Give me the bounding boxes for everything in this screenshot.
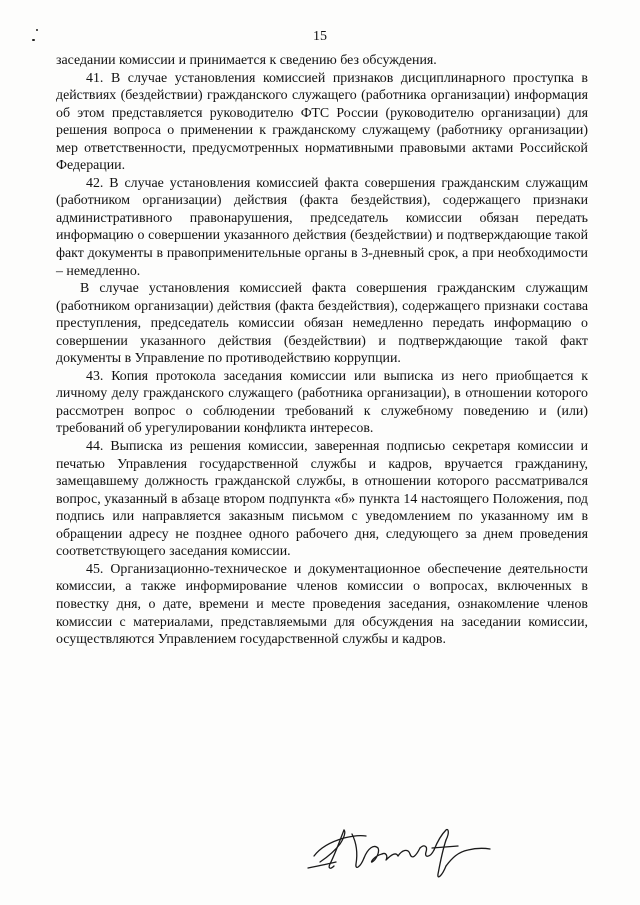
- paragraph-42-part-2: В случае установления комиссией факта совершения гражданским служащим (работником организации) действия (факта бездействия), содержащего признаки состава преступления, председатель комиссии обязан немедленно передать информацию о совершении указанного действия (бездействии) и подтверждающие такой факт документы в Управление по противодействию коррупции.: [56, 281, 588, 367]
- document-body: [56, 52, 588, 649]
- page-number: 15: [313, 29, 327, 44]
- paragraph-44: 44. Выписка из решения комиссии, заверенная подписью секретаря комиссии и печатью Управления государственной службы и кадров, вручается гражданину, замещавшему должность гражданской службы, в отношении которого рассматривался вопрос, указанный в абзаце втором подпункта «б» пункта 14 настоящего Положения, под подпись или направляется заказным письмом с уведомлением по указанному им в обращении адресу не позднее одного рабочего дня, следующего за днем проведения соответствующего заседания комиссии.: [56, 439, 588, 560]
- handwritten-signature: [300, 818, 500, 888]
- paragraph-42: 42. В случае установления комиссией факта совершения гражданским служащим (работником организации) действия (факта бездействия), содержащего признаки административного правонарушения, председатель комиссии обязан передать информацию о совершении указанного действия (бездействии) и подтверждающие такой факт документы в правоприменительные органы в 3-дневный срок, а при необходимости – немедленно.: [56, 175, 588, 279]
- paragraph-41: 41. В случае установления комиссией признаков дисциплинарного проступка в действиях (бездействии) гражданского служащего (работника организации) информация об этом представляется руководителю ФТС России (руководителю организации) для решения вопроса о применении к гражданскому служащему (работнику организации) мер ответственности, предусмотренных нормативными правовыми актами Российской Федерации.: [56, 70, 588, 174]
- scan-speck: [36, 29, 38, 31]
- paragraph-continuation: заседании комиссии и принимается к сведению без обсуждения.: [56, 53, 437, 68]
- scan-speck: [32, 39, 35, 41]
- paragraph-43: 43. Копия протокола заседания комиссии или выписка из него приобщается к личному делу гражданского служащего (работника организации), в отношении которого рассмотрен вопрос о соблюдении требований к служебному поведению и (или) требований об урегулировании конфликта интересов.: [56, 368, 588, 437]
- paragraph-45: 45. Организационно-техническое и документационное обеспечение деятельности комиссии, а также информирование членов комиссии о вопросах, включенных в повестку дня, о дате, времени и месте проведения заседания, ознакомление членов комиссии с материалами, представляемыми для обсуждения на заседании комиссии, осуществляются Управлением государственной службы и кадров.: [56, 561, 588, 648]
